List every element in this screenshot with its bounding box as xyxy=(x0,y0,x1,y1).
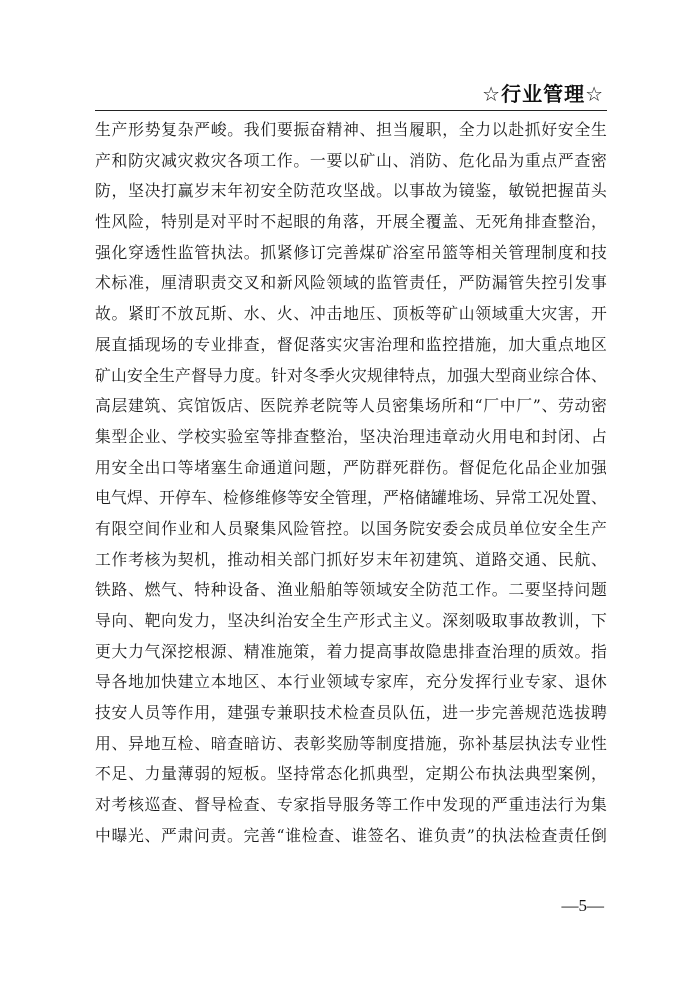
text-line: 生产形势复杂严峻。我们要振奋精神、担当履职，全力以赴抓好安全生 xyxy=(95,120,607,139)
text-line: 矿山安全生产督导力度。针对冬季火灾规律特点，加强大型商业综合体、 xyxy=(95,365,607,385)
section-header-title: ☆行业管理☆ xyxy=(482,82,604,106)
text-line: 工作考核为契机，推动相关部门抓好岁末年初建筑、道路交通、民航、 xyxy=(95,549,607,569)
text-line: 电气焊、开停车、检修维修等安全管理，严格储罐堆场、异常工况处置、 xyxy=(95,488,607,508)
text-line: 用、异地互检、暗查暗访、表彰奖励等制度措施，弥补基层执法专业性 xyxy=(95,733,607,753)
text-line: 中曝光、严肃问责。完善“谁检查、谁签名、谁负责”的执法检查责任倒 xyxy=(95,825,607,845)
text-line: 防，坚决打赢岁末年初安全防范攻坚战。以事故为镜鉴，敏锐把握苗头 xyxy=(95,181,607,201)
text-line: 导各地加快建立本地区、本行业领域专家库，充分发挥行业专家、退休 xyxy=(95,672,607,692)
text-line: 铁路、燃气、特种设备、渔业船舶等领域安全防范工作。二要坚持问题 xyxy=(95,580,607,600)
page-number: —5— xyxy=(561,896,604,915)
text-line: 高层建筑、宾馆饭店、医院养老院等人员密集场所和“厂中厂”、劳动密 xyxy=(95,396,607,416)
text-line: 用安全出口等堵塞生命通道问题，严防群死群伤。督促危化品企业加强 xyxy=(95,457,607,477)
text-line: 故。紧盯不放瓦斯、水、火、冲击地压、顶板等矿山领域重大灾害，开 xyxy=(95,304,607,324)
text-line: 强化穿透性监管执法。抓紧修订完善煤矿浴室吊篮等相关管理制度和技 xyxy=(95,242,607,262)
text-line: 导向、靶向发力，坚决纠治安全生产形式主义。深刻吸取事故教训，下 xyxy=(95,611,607,630)
text-line: 对考核巡查、督导检查、专家指导服务等工作中发现的严重违法行为集 xyxy=(95,795,607,815)
text-line: 集型企业、学校实验室等排查整治，坚决治理违章动火用电和封闭、占 xyxy=(95,426,607,446)
header-divider xyxy=(95,110,607,111)
body-text xyxy=(95,115,607,852)
text-line: 更大力气深挖根源、精准施策，着力提高事故隐患排查治理的质效。指 xyxy=(95,641,607,661)
text-line: 术标准，厘清职责交叉和新风险领域的监管责任，严防漏管失控引发事 xyxy=(95,273,607,293)
text-line: 技安人员等作用，建强专兼职技术检查员队伍，进一步完善规范选拔聘 xyxy=(95,703,607,723)
text-line: 性风险，特别是对平时不起眼的角落，开展全覆盖、无死角排查整治， xyxy=(95,212,607,232)
text-line: 产和防灾减灾救灾各项工作。一要以矿山、消防、危化品为重点严查密 xyxy=(95,150,607,170)
text-line: 展直插现场的专业排查，督促落实灾害治理和监控措施，加大重点地区 xyxy=(95,334,607,354)
text-line: 不足、力量薄弱的短板。坚持常态化抓典型，定期公布执法典型案例， xyxy=(95,764,607,784)
text-line: 有限空间作业和人员聚集风险管控。以国务院安委会成员单位安全生产 xyxy=(95,518,607,538)
